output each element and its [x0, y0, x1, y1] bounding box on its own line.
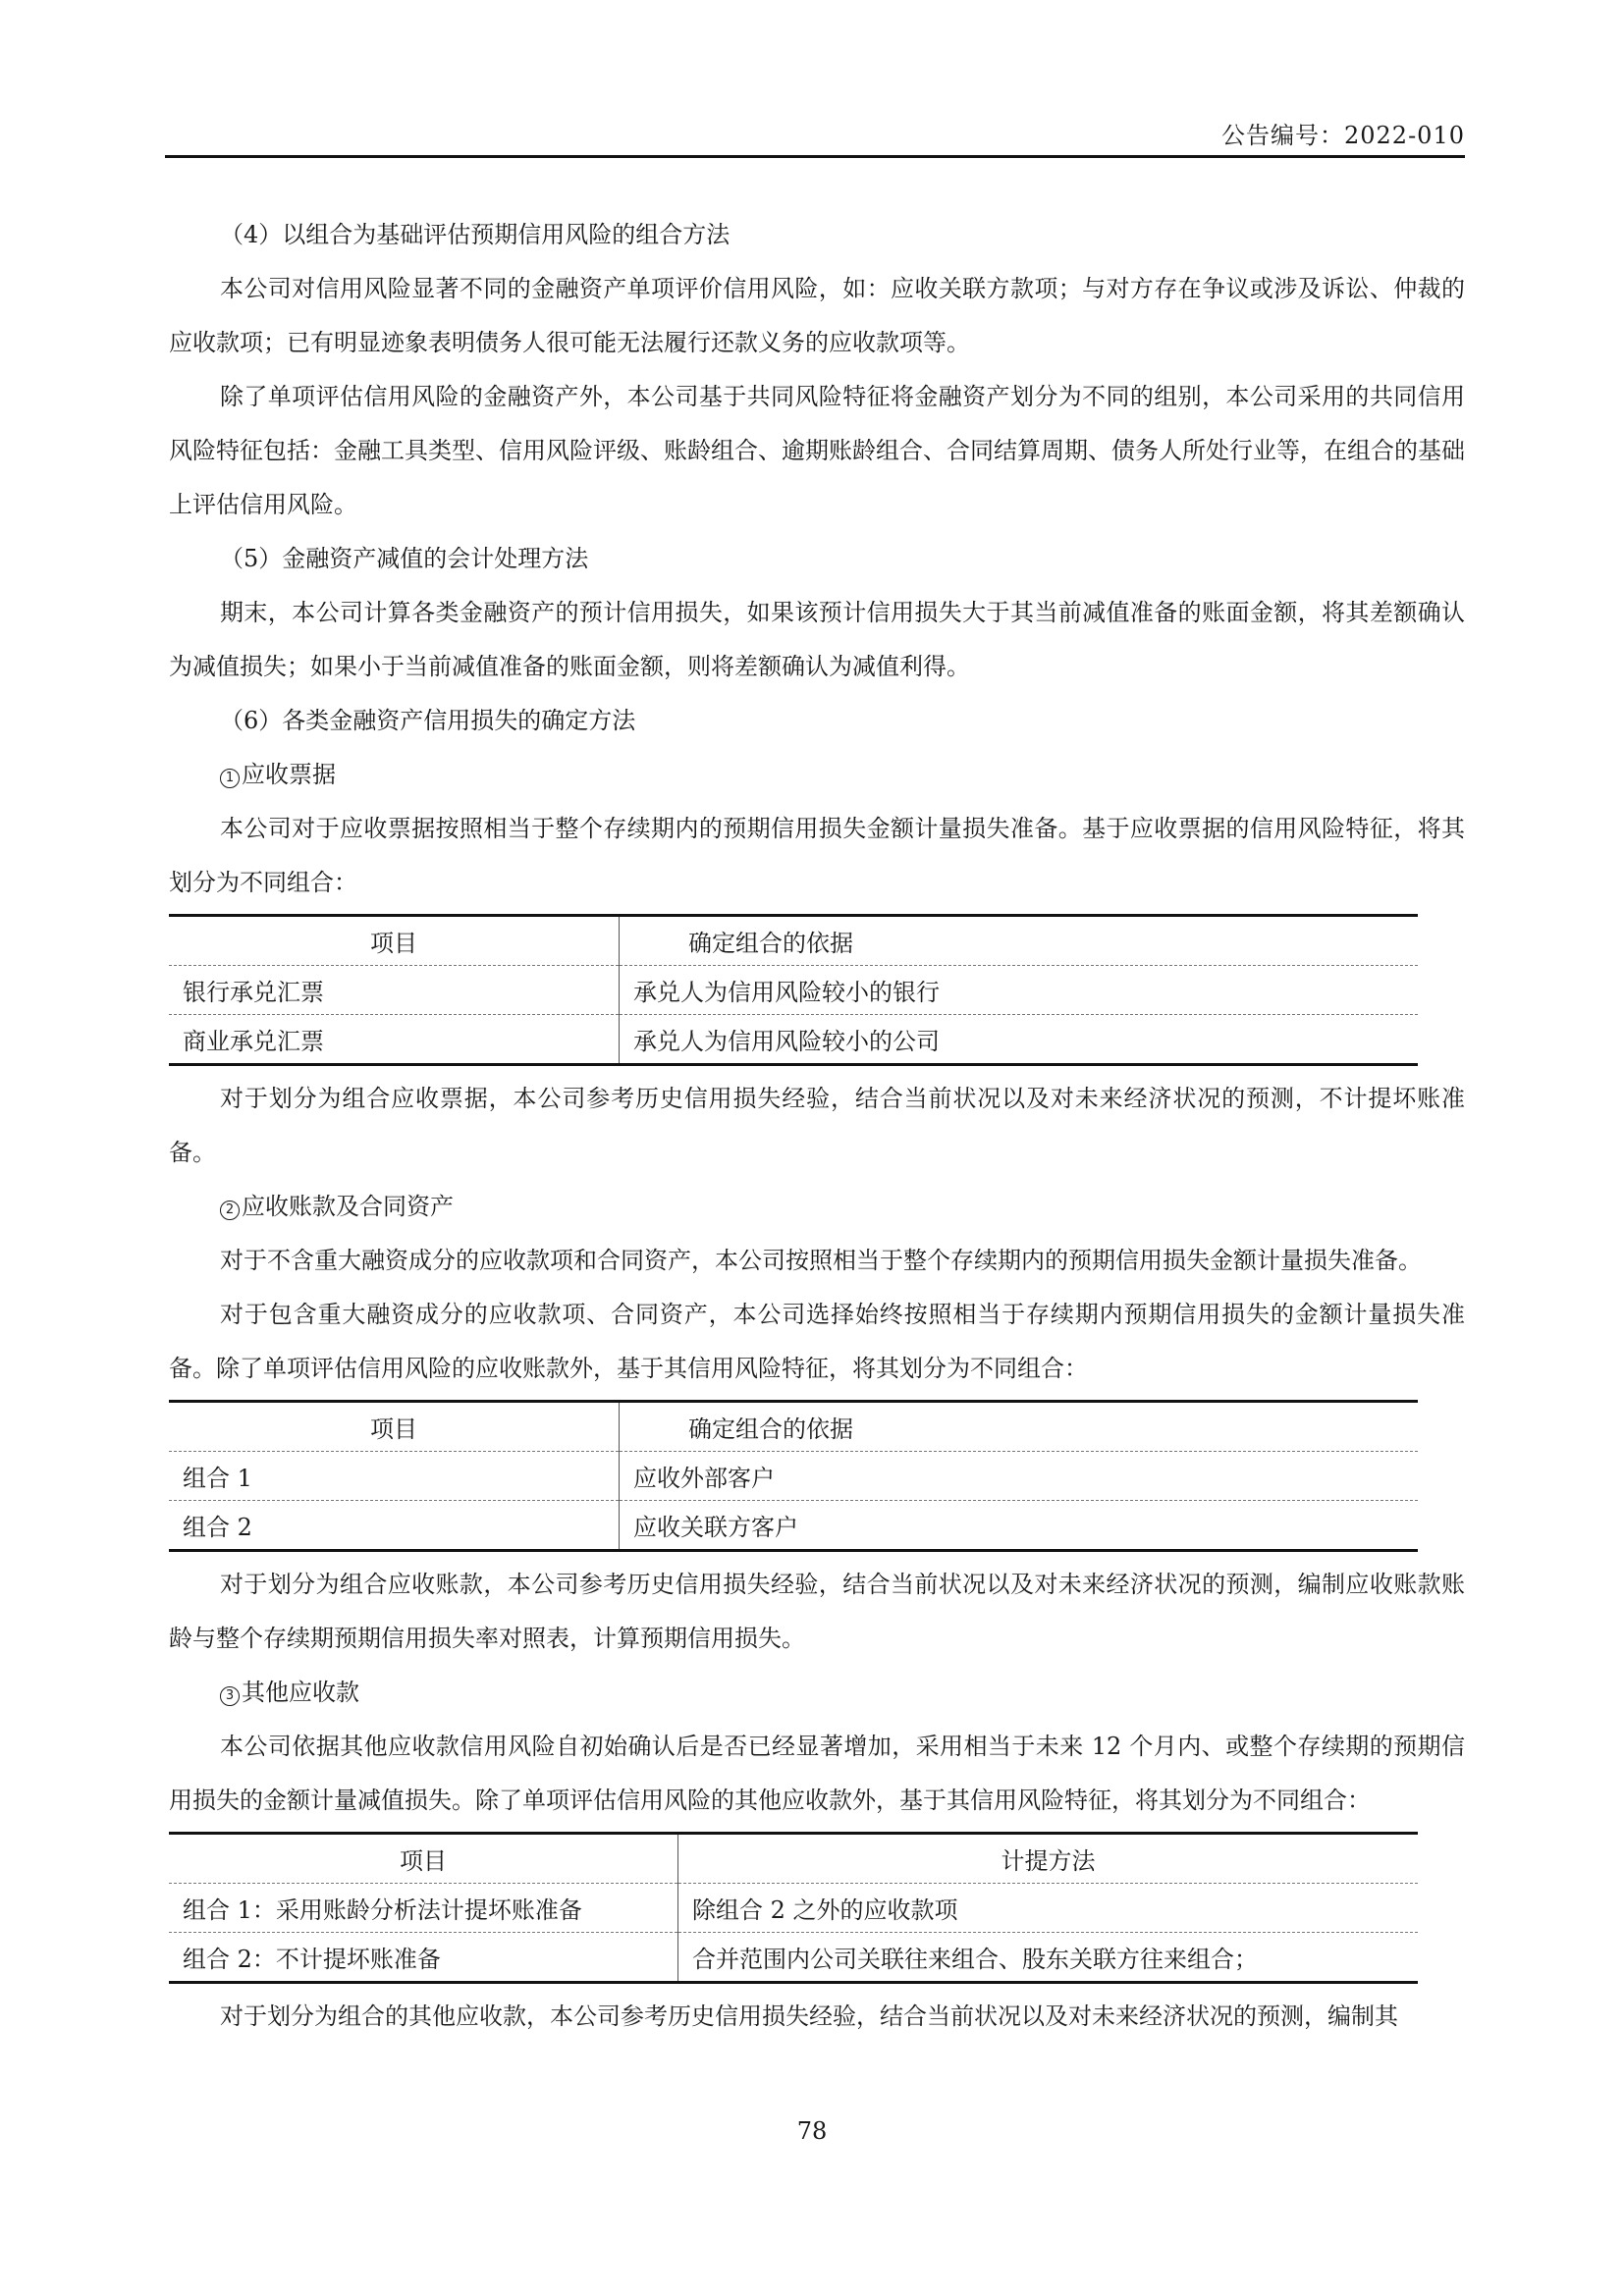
subsection-other-receivables	[169, 1666, 1465, 1720]
table-cell: 承兑人为信用风险较小的公司	[633, 1028, 940, 1055]
subsection-title: 应收票据	[242, 761, 336, 788]
table-cell: 承兑人为信用风险较小的银行	[633, 979, 940, 1006]
table-row	[169, 966, 1418, 1015]
circled-number-1: 1	[220, 769, 240, 788]
paragraph: 对于包含重大融资成分的应收款项、合同资产，本公司选择始终按照相当于存续期内预期信用损失的金额计量损失准备。除了单项评估信用风险的应收账款外，基于其信用风险特征，将其划分为不同组合：	[169, 1301, 1465, 1382]
paragraph: 对于不含重大融资成分的应收款项和合同资产，本公司按照相当于整个存续期内的预期信用损失金额计量损失准备。	[220, 1247, 1422, 1274]
table-row	[169, 1015, 1418, 1065]
table-cell: 组合 2	[169, 1501, 620, 1551]
notes-receivable-table	[169, 914, 1418, 1066]
paragraph: 对于划分为组合应收账款，本公司参考历史信用损失经验，结合当前状况以及对未来经济状况的预测，编制应收账款账龄与整个存续期预期信用损失率对照表，计算预期信用损失。	[169, 1571, 1465, 1652]
paragraph: 本公司依据其他应收款信用风险自初始确认后是否已经显著增加，采用相当于未来 12 个月内、或整个存续期的预期信用损失的金额计量减值损失。除了单项评估信用风险的其他应收款外，基于其信用风险特征，将其划分为不同组合：	[169, 1733, 1465, 1814]
section-heading-6: （6）各类金融资产信用损失的确定方法	[220, 707, 636, 734]
column-header-item: 项目	[169, 916, 620, 966]
page-number: 78	[796, 2117, 828, 2145]
column-header-item: 项目	[169, 1402, 620, 1452]
page-header	[165, 116, 1465, 158]
subsection-title: 其他应收款	[242, 1679, 359, 1706]
table-cell: 除组合 2 之外的应收款项	[692, 1896, 958, 1924]
subsection-notes-receivable	[169, 748, 1465, 802]
table-cell: 组合 2：不计提坏账准备	[169, 1933, 678, 1983]
table-cell: 组合 1：采用账龄分析法计提坏账准备	[169, 1884, 678, 1933]
table-row	[169, 1501, 1418, 1551]
table-cell: 合并范围内公司关联往来组合、股东关联方往来组合；	[692, 1946, 1258, 1973]
page-content	[169, 208, 1465, 2044]
table-header-row	[169, 1402, 1418, 1452]
subsection-accounts-receivable	[169, 1180, 1465, 1234]
table-cell: 商业承兑汇票	[169, 1015, 620, 1065]
table-row	[169, 1933, 1418, 1983]
table-header-row	[169, 1834, 1418, 1884]
other-receivables-table	[169, 1832, 1418, 1984]
column-header-basis: 确定组合的依据	[688, 1415, 853, 1443]
section-heading-4: （4）以组合为基础评估预期信用风险的组合方法	[220, 221, 731, 248]
table-cell: 组合 1	[169, 1452, 620, 1501]
section-heading-5: （5）金融资产减值的会计处理方法	[220, 545, 589, 572]
table-cell: 银行承兑汇票	[169, 966, 620, 1015]
table-row	[169, 1452, 1418, 1501]
table-cell: 应收外部客户	[633, 1465, 775, 1492]
column-header-item: 项目	[169, 1834, 678, 1884]
table-header-row	[169, 916, 1418, 966]
column-header-method: 计提方法	[1001, 1847, 1096, 1875]
paragraph: 对于划分为组合的其他应收款，本公司参考历史信用损失经验，结合当前状况以及对未来经济状况的预测，编制其	[220, 2002, 1398, 2030]
paragraph: 对于划分为组合应收票据，本公司参考历史信用损失经验，结合当前状况以及对未来经济状况的预测，不计提坏账准备。	[169, 1085, 1465, 1166]
circled-number-2: 2	[220, 1201, 240, 1220]
table-row	[169, 1884, 1418, 1933]
subsection-title: 应收账款及合同资产	[242, 1193, 454, 1220]
circled-number-3: 3	[220, 1686, 240, 1706]
table-cell: 应收关联方客户	[633, 1514, 798, 1541]
paragraph: 期末，本公司计算各类金融资产的预计信用损失，如果该预计信用损失大于其当前减值准备的账面金额，将其差额确认为减值损失；如果小于当前减值准备的账面金额，则将差额确认为减值利得。	[169, 599, 1465, 680]
announcement-number: 公告编号：2022-010	[1221, 122, 1465, 149]
column-header-basis: 确定组合的依据	[688, 930, 853, 957]
paragraph: 本公司对信用风险显著不同的金融资产单项评价信用风险，如：应收关联方款项；与对方存在争议或涉及诉讼、仲裁的应收款项；已有明显迹象表明债务人很可能无法履行还款义务的应收款项等。	[169, 275, 1465, 356]
paragraph: 本公司对于应收票据按照相当于整个存续期内的预期信用损失金额计量损失准备。基于应收票据的信用风险特征，将其划分为不同组合：	[169, 815, 1465, 896]
accounts-receivable-table	[169, 1400, 1418, 1552]
paragraph: 除了单项评估信用风险的金融资产外，本公司基于共同风险特征将金融资产划分为不同的组别，本公司采用的共同信用风险特征包括：金融工具类型、信用风险评级、账龄组合、逾期账龄组合、合同结算周期、债务人所处行业等，在组合的基础上评估信用风险。	[169, 383, 1465, 518]
